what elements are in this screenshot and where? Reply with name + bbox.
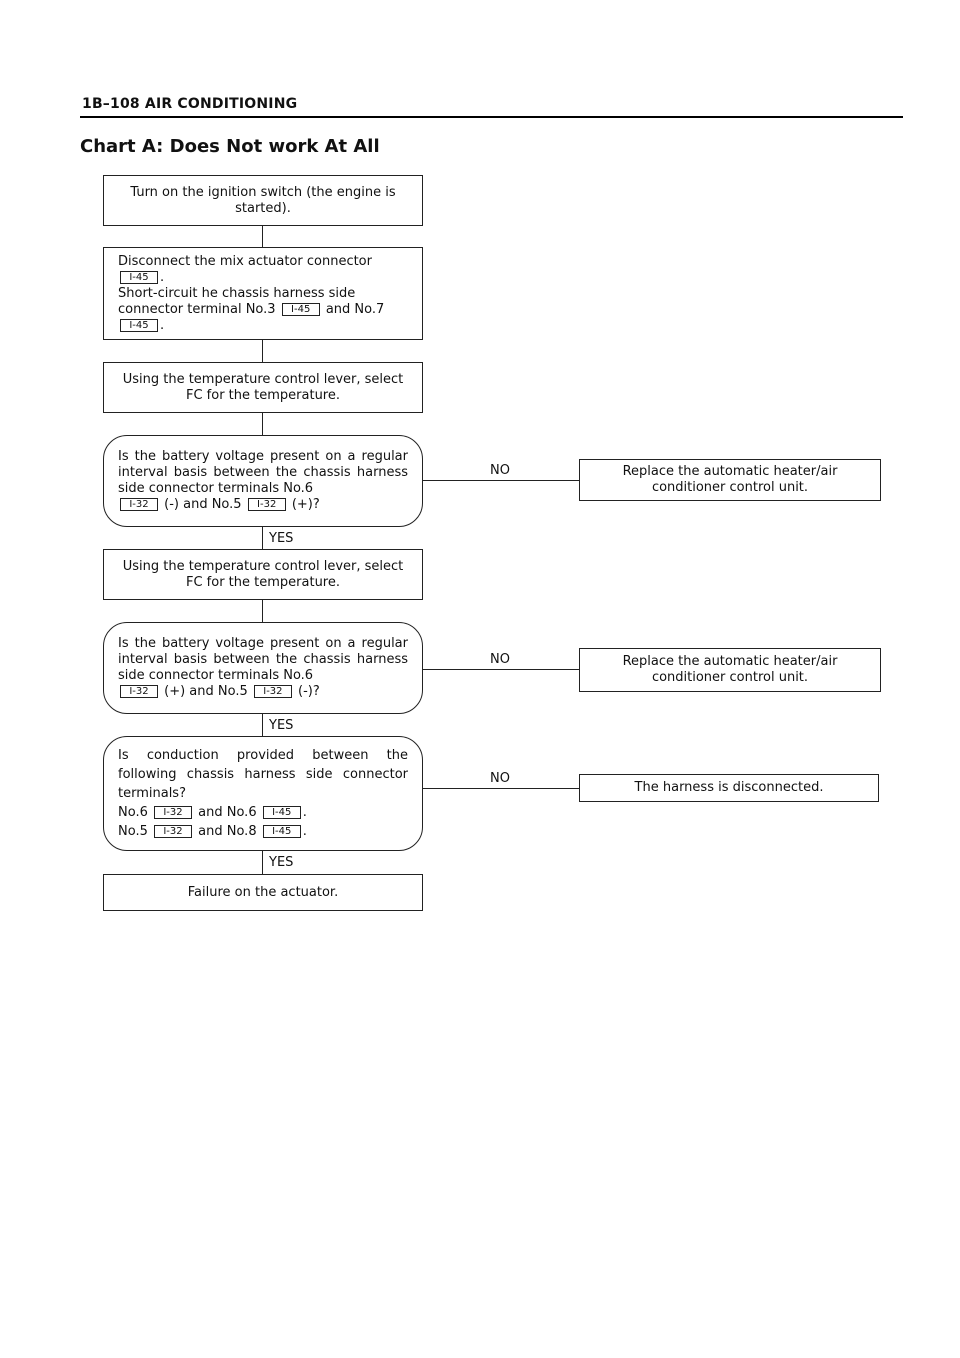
step-ignition-on xyxy=(103,175,423,226)
chart-title: Chart A: Does Not work At All xyxy=(80,136,380,157)
connector-tag: I-32 xyxy=(254,685,292,698)
connector-tag: I-45 xyxy=(282,303,320,316)
step-text-line: Short-circuit he chassis harness side xyxy=(118,285,356,301)
connector-line xyxy=(262,339,263,363)
connector-tag: I-45 xyxy=(263,825,301,838)
connector-line xyxy=(262,412,263,436)
result-replace-control-unit-1 xyxy=(579,459,881,501)
result-text: Replace the automatic heater/air conditioner control unit. xyxy=(622,654,838,685)
decision-question: Is the battery voltage present on a regular interval basis between the chassis harness side connector terminals No.6 xyxy=(118,636,408,683)
no-label: NO xyxy=(490,771,510,786)
decision-question: Is conduction provided between the following chassis harness side connector terminals? xyxy=(118,748,408,801)
no-branch-line xyxy=(422,669,579,670)
connector-line xyxy=(262,526,263,550)
connector-tag: I-45 xyxy=(120,271,158,284)
decision-text-part: (+) and No.5 xyxy=(164,684,248,699)
terminal-label: No.5 xyxy=(118,824,148,839)
connector-line xyxy=(262,225,263,248)
decision-conduction xyxy=(103,736,423,851)
decision-text-part: (-) and No.5 xyxy=(164,497,242,512)
yes-label: YES xyxy=(269,531,294,546)
connector-line xyxy=(262,713,263,737)
step-disconnect-mix-actuator xyxy=(103,247,423,340)
final-text: Failure on the actuator. xyxy=(187,884,339,900)
connector-tag: I-32 xyxy=(154,806,192,819)
page-header: 1B–108 AIR CONDITIONING xyxy=(82,96,298,112)
result-text: Replace the automatic heater/air conditioner control unit. xyxy=(622,464,838,495)
step-text: Turn on the ignition switch (the engine is started). xyxy=(130,184,396,216)
decision-question: Is the battery voltage present on a regular interval basis between the chassis harness side connector terminals No.6 xyxy=(118,449,408,496)
step-text-line: connector terminal No.3 xyxy=(118,301,276,317)
result-text: The harness is disconnected. xyxy=(634,780,824,795)
decision-connectors xyxy=(118,684,408,700)
header-rule xyxy=(80,116,903,118)
result-harness-disconnected xyxy=(579,774,879,802)
step-select-fc-1 xyxy=(103,362,423,413)
final-actuator-failure xyxy=(103,874,423,911)
result-replace-control-unit-2 xyxy=(579,648,881,692)
step-text: Disconnect the mix actuator connector I-45 . Short-circuit he chassis harness side connector terminal No.3 I-45 and No.7 I-45 . xyxy=(118,253,385,333)
decision-text xyxy=(118,449,408,513)
decision-battery-voltage-1 xyxy=(103,435,423,527)
no-branch-line xyxy=(422,480,579,481)
terminal-label: and No.8 xyxy=(198,824,257,839)
decision-row: No.6 I-32 and No.6 I-45 . xyxy=(118,805,307,820)
step-text: Using the temperature control lever, select FC for the temperature. xyxy=(122,558,404,590)
step-text-line: Disconnect the mix actuator connector xyxy=(118,253,372,269)
connector-tag: I-45 xyxy=(120,319,158,332)
connector-tag: I-32 xyxy=(154,825,192,838)
connector-tag: I-45 xyxy=(263,806,301,819)
terminal-label: No.6 xyxy=(118,805,148,820)
terminal-label: and No.6 xyxy=(198,805,257,820)
step-text: Using the temperature control lever, select FC for the temperature. xyxy=(122,371,404,403)
step-select-fc-2 xyxy=(103,549,423,600)
connector-line xyxy=(262,599,263,623)
yes-label: YES xyxy=(269,718,294,733)
connector-tag: I-32 xyxy=(248,498,286,511)
connector-tag: I-32 xyxy=(120,685,158,698)
no-label: NO xyxy=(490,463,510,478)
connector-line xyxy=(262,850,263,874)
decision-row: No.5 I-32 and No.8 I-45 . xyxy=(118,824,307,839)
decision-connectors xyxy=(118,497,408,513)
decision-battery-voltage-2 xyxy=(103,622,423,714)
decision-text-part: (+)? xyxy=(291,497,320,512)
no-label: NO xyxy=(490,652,510,667)
step-text-line: and No.7 xyxy=(325,301,385,317)
decision-text-part: (-)? xyxy=(298,684,320,699)
no-branch-line xyxy=(422,788,579,789)
connector-tag: I-32 xyxy=(120,498,158,511)
decision-text xyxy=(118,746,408,841)
yes-label: YES xyxy=(269,855,294,870)
decision-text xyxy=(118,636,408,700)
